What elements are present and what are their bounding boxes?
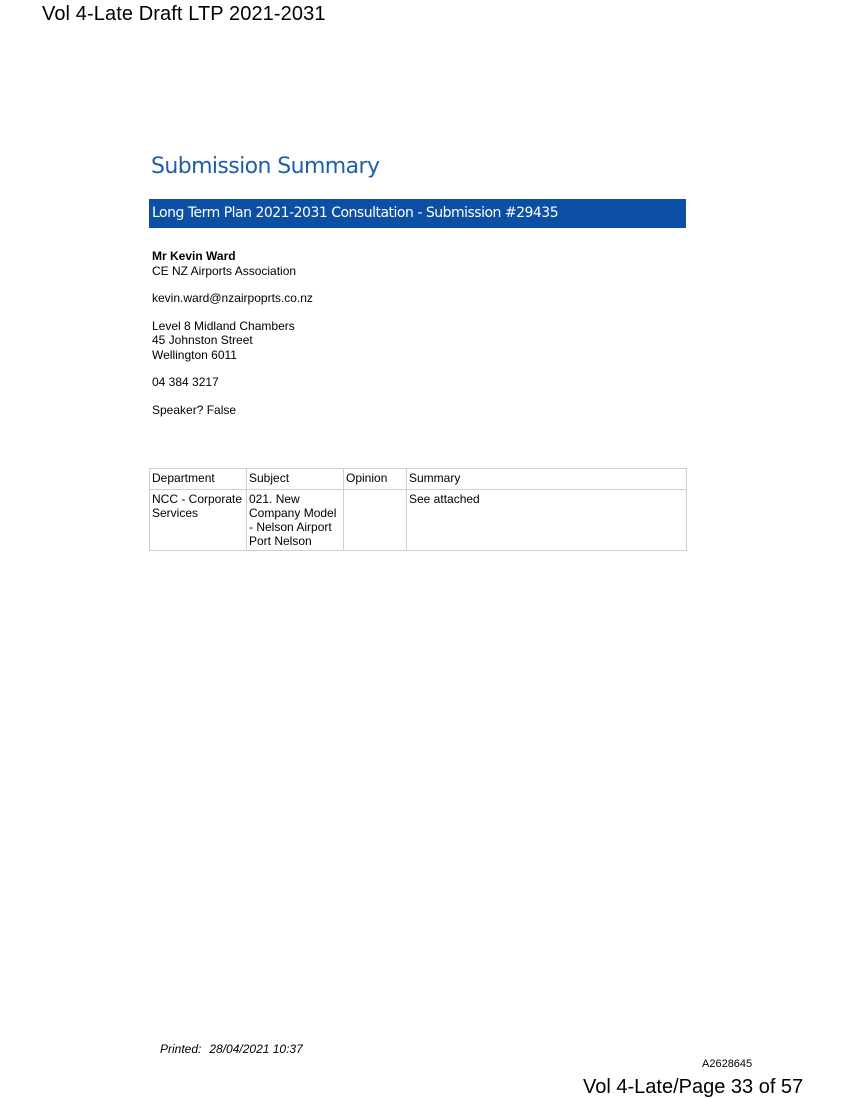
page-number: Vol 4-Late/Page 33 of 57 (583, 1076, 804, 1098)
submitter-organisation: CE NZ Airports Association (152, 263, 297, 278)
speaker-flag: Speaker? False (152, 402, 237, 417)
header-department: Department (150, 469, 247, 490)
address-line-3: Wellington 6011 (152, 347, 237, 362)
printed-stamp (160, 1042, 303, 1056)
document-reference: A2628645 (702, 1058, 753, 1070)
printed-date: 28/04/2021 10:37 (209, 1042, 303, 1056)
header-summary: Summary (407, 469, 687, 490)
table-row (150, 490, 687, 551)
submitter-email: kevin.ward@nzairpoprts.co.nz (152, 291, 313, 305)
volume-title: Vol 4-Late Draft LTP 2021-2031 (42, 3, 326, 25)
address-line-1: Level 8 Midland Chambers (152, 318, 295, 333)
table-header-row (150, 469, 687, 490)
cell-subject: 021. New Company Model - Nelson Airport Port Nelson (247, 490, 344, 551)
submitter-phone: 04 384 3217 (152, 375, 219, 389)
printed-label: Printed: (160, 1042, 202, 1056)
submission-table (149, 468, 687, 551)
cell-department: NCC - Corporate Services (150, 490, 247, 551)
address-line-2: 45 Johnston Street (152, 333, 253, 347)
submitter-name: Mr Kevin Ward (152, 249, 236, 263)
submitter-details (152, 249, 313, 417)
cell-summary: See attached (407, 490, 687, 551)
submission-banner: Long Term Plan 2021-2031 Consultation - Submission #29435 (149, 199, 686, 228)
header-subject: Subject (247, 469, 344, 490)
header-opinion: Opinion (344, 469, 407, 490)
page-title: Submission Summary (151, 154, 380, 179)
cell-opinion (344, 490, 407, 551)
